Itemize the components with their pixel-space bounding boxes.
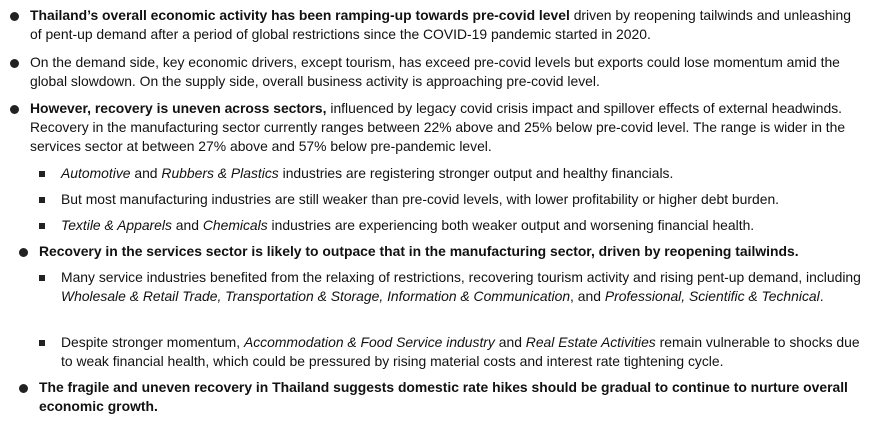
square-bullet-icon (39, 197, 45, 203)
square-bullet-icon (39, 171, 45, 177)
italic-term: Real Estate Activities (525, 334, 656, 350)
bullet-dot-icon (10, 12, 19, 21)
italic-term: Automotive (61, 165, 131, 181)
body-text: On the demand side, key economic drivers, except tourism, has exceed pre-covid levels but exports could lose momentum amid the global slowdown. On the supply side, overall business activity is approaching pre-covid level. (30, 54, 840, 89)
bold-lead: The fragile and uneven recovery in Thailand suggests domestic rate hikes should be gradual to continue to nurture overall economic growth. (39, 379, 848, 414)
body-text: Many service industries benefited from the relaxing of restrictions, recovering tourism activity and rising pent-up demand, including (61, 269, 861, 285)
square-bullet-icon (39, 223, 45, 229)
italic-term: Rubbers & Plastics (161, 165, 279, 181)
bullet-text (61, 333, 861, 371)
italic-term: Textile & Apparels (61, 217, 172, 233)
body-text: and (130, 165, 162, 181)
bullet-dot-icon (19, 248, 28, 257)
bullet-uneven-recovery (30, 99, 860, 155)
sub-bullet-service-industries (61, 268, 861, 306)
sub-bullet-automotive (61, 164, 861, 183)
bullet-dot-icon (10, 59, 19, 68)
bullet-text (30, 6, 860, 44)
bullet-text (39, 378, 861, 416)
bullet-dot-icon (10, 105, 19, 114)
bullet-services-outpace (39, 242, 869, 261)
body-text: and (494, 334, 526, 350)
square-bullet-icon (39, 275, 45, 281)
sub-bullet-vulnerable-sectors (61, 333, 861, 371)
square-bullet-icon (39, 340, 45, 346)
bullet-text (61, 164, 861, 183)
italic-term: Chemicals (202, 217, 268, 233)
body-text: , and (570, 287, 605, 304)
italic-term: Wholesale & Retail Trade, Transportation & Storage, Information & Communication (61, 287, 571, 304)
bullet-text (61, 216, 861, 235)
bullet-text (39, 242, 869, 261)
body-text: and (171, 217, 203, 233)
body-text: influenced by legacy covid crisis impact and spillover effects of external headwinds. Recovery in the manufacturing sector currently ranges between 22% above and 25% below pre-covid level. The range is wider in the services sector at between 27% above and 57% below pre-pandemic level. (30, 100, 846, 154)
body-text: . (819, 287, 824, 304)
sub-bullet-textile-chemicals (61, 216, 861, 235)
bullet-text (30, 99, 860, 155)
bullet-text (61, 190, 861, 209)
bold-lead: Recovery in the services sector is likely to outpace that in the manufacturing sector, driven by reopening tailwinds. (39, 243, 799, 259)
body-text: industries are experiencing both weaker output and worsening financial health. (267, 217, 755, 233)
bullet-dot-icon (19, 384, 28, 393)
italic-term: Professional, Scientific & Technical (604, 287, 820, 304)
italic-term: Accommodation & Food Service industry (243, 334, 495, 350)
body-text: But most manufacturing industries are still weaker than pre-covid levels, with lower profitability or higher debt burden. (61, 191, 780, 207)
sub-bullet-manufacturing-weaker (61, 190, 861, 209)
body-text: industries are registering stronger output and healthy financials. (278, 165, 674, 181)
bullet-rate-hikes (39, 378, 861, 416)
bullet-text (61, 268, 861, 306)
body-text: remain vulnerable to shocks due to weak financial health, which could be pressured by rising material costs and interest rate tightening cycle. (61, 334, 860, 369)
bullet-economic-activity (30, 6, 860, 44)
bullet-demand-supply (30, 53, 860, 91)
body-text: Despite stronger momentum, (61, 334, 244, 350)
body-text: driven by reopening tailwinds and unleashing of pent-up demand after a period of global restrictions since the COVID-19 pandemic started in 2020. (30, 7, 851, 42)
bullet-text (30, 53, 860, 91)
bold-lead: Thailand’s overall economic activity has been ramping-up towards pre-covid level (30, 7, 570, 23)
bold-lead: However, recovery is uneven across sectors, (30, 100, 327, 116)
